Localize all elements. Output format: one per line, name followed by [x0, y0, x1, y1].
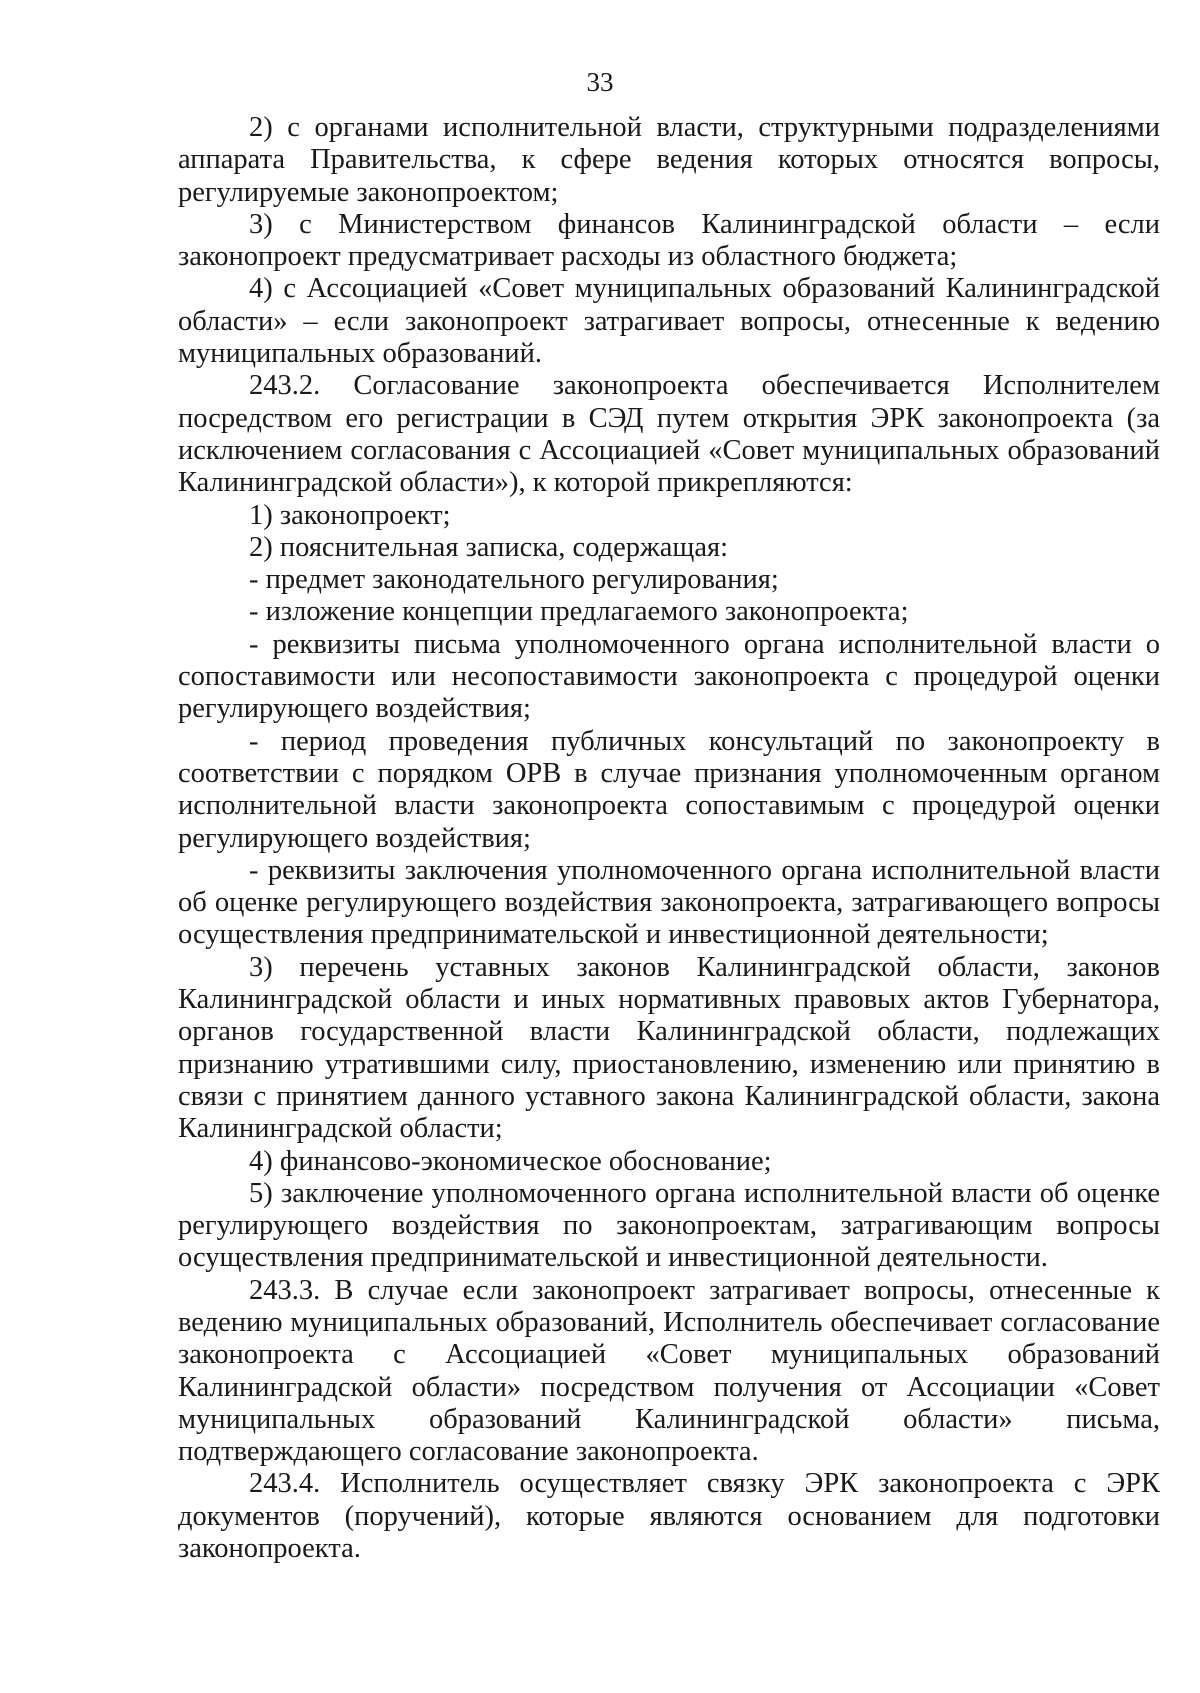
paragraph-attachment-4: 4) финансово-экономическое обоснование;: [249, 1145, 772, 1177]
paragraph-item-4: 4) с Ассоциацией «Совет муниципальных образований Калининградской области» – если законопроект затрагивает вопросы, отнесенные к ведению муниципальных образований.: [178, 273, 1160, 370]
paragraph-attachment-5: 5) заключение уполномоченного органа исполнительной власти об оценке регулирующего воздействия по законопроектам, затрагивающим вопросы осуществления предпринимательской и инвестиционной деятельности.: [178, 1177, 1160, 1274]
paragraph-bullet-conclusion: - реквизиты заключения уполномоченного органа исполнительной власти об оценке регулирующего воздействия законопроекта, затрагивающего вопросы осуществления предпринимательской и инвестиционной деятельности;: [178, 854, 1160, 951]
page-number: 33: [586, 67, 614, 97]
paragraph-attachment-1: 1) законопроект;: [249, 499, 451, 531]
paragraph-243-2: 243.2. Согласование законопроекта обеспечивается Исполнителем посредством его регистрации в СЭД путем открытия ЭРК законопроекта (за исключением согласования с Ассоциацией «Совет муниципальных образований Калининградской области»), к которой прикрепляются:: [178, 370, 1160, 499]
paragraph-attachment-2: 2) пояснительная записка, содержащая:: [249, 531, 728, 563]
paragraph-bullet-consultations: - период проведения публичных консультаций по законопроекту в соответствии с порядком ОРВ в случае признания уполномоченным органом исполнительной власти законопроекта сопоставимым с процедурой оценки регулирующего воздействия;: [178, 725, 1160, 854]
paragraph-243-4: 243.4. Исполнитель осуществляет связку ЭРК законопроекта с ЭРК документов (поручений), которые являются основанием для подготовки законопроекта.: [178, 1468, 1160, 1565]
paragraph-bullet-letter: - реквизиты письма уполномоченного органа исполнительной власти о сопоставимости или несопоставимости законопроекта с процедурой оценки регулирующего воздействия;: [178, 628, 1160, 725]
paragraph-item-3: 3) с Министерством финансов Калининградской области – если законопроект предусматривает расходы из областного бюджета;: [178, 208, 1160, 273]
paragraph-bullet-subject: - предмет законодательного регулирования;: [249, 564, 779, 596]
paragraph-bullet-concept: - изложение концепции предлагаемого законопроекта;: [249, 596, 909, 628]
paragraph-attachment-3: 3) перечень уставных законов Калининградской области, законов Калининградской области и иных нормативных правовых актов Губернатора, органов государственной власти Калининградской области, подлежащих признанию утратившими силу, приостановлению, изменению или принятию в связи с принятием данного уставного закона Калининградской области, закона Калининградской области;: [178, 951, 1160, 1145]
document-body: [178, 112, 1160, 1565]
paragraph-item-2: 2) с органами исполнительной власти, структурными подразделениями аппарата Правительства, к сфере ведения которых относятся вопросы, регулируемые законопроектом;: [178, 112, 1160, 208]
paragraph-243-3: 243.3. В случае если законопроект затрагивает вопросы, отнесенные к ведению муниципальных образований, Исполнитель обеспечивает согласование законопроекта с Ассоциацией «Совет муниципальных образований Калининградской области» посредством получения от Ассоциации «Совет муниципальных образований Калининградской области» письма, подтверждающего согласование законопроекта.: [178, 1274, 1160, 1468]
